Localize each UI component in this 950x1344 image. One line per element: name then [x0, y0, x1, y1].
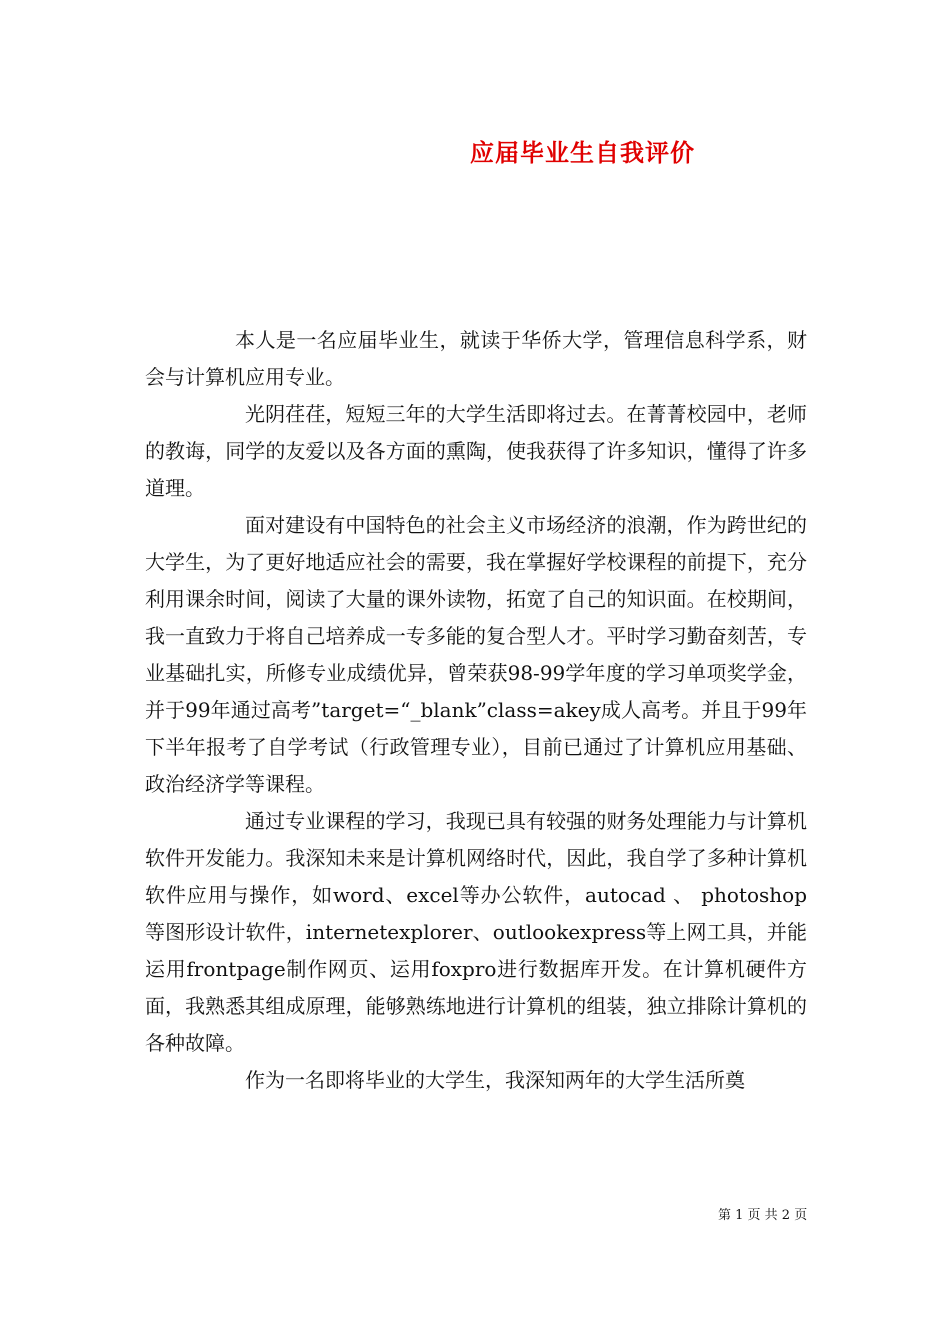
- document-body: [145, 322, 807, 1099]
- page-number-footer: 第 1 页 共 2 页: [718, 1208, 808, 1223]
- paragraph-5: 作为一名即将毕业的大学生，我深知两年的大学生活所奠: [245, 1068, 745, 1092]
- paragraph-3: 面对建设有中国特色的社会主义市场经济的浪潮，作为跨世纪的大学生，为了更好地适应社会的需要，我在掌握好学校课程的前提下，充分利用课余时间，阅读了大量的课外读物，拓宽了自己的知识面。在校期间，我一直致力于将自己培养成一专多能的复合型人才。平时学习勤奋刻苦，专业基础扎实，所修专业成绩优异，曾荣获98-99学年度的学习单项奖学金，并于99年通过高考”target=“_blank”class=akey成人高考。并且于99年下半年报考了自学考试（行政管理专业），目前已通过了计算机应用基础、政治经济学等课程。: [145, 513, 807, 796]
- paragraph-1: 本人是一名应届毕业生，就读于华侨大学，管理信息科学系，财会与计算机应用专业。: [145, 328, 807, 389]
- paragraph-2: 光阴荏荏，短短三年的大学生活即将过去。在菁菁校园中，老师的教诲，同学的友爱以及各方面的熏陶，使我获得了许多知识，懂得了许多道理。: [145, 402, 807, 500]
- paragraph-4: 通过专业课程的学习，我现已具有较强的财务处理能力与计算机软件开发能力。我深知未来是计算机网络时代，因此，我自学了多种计算机软件应用与操作，如word、excel等办公软件，autocad 、 photoshop 等图形设计软件，internetexplorer、outlookexpress等上网工具，并能运用frontpage制作网页、运用foxpro进行数据库开发。在计算机硬件方面，我熟悉其组成原理，能够熟练地进行计算机的组装，独立排除计算机的各种故障。: [145, 809, 807, 1055]
- document-title: 应届毕业生自我评价: [470, 138, 695, 167]
